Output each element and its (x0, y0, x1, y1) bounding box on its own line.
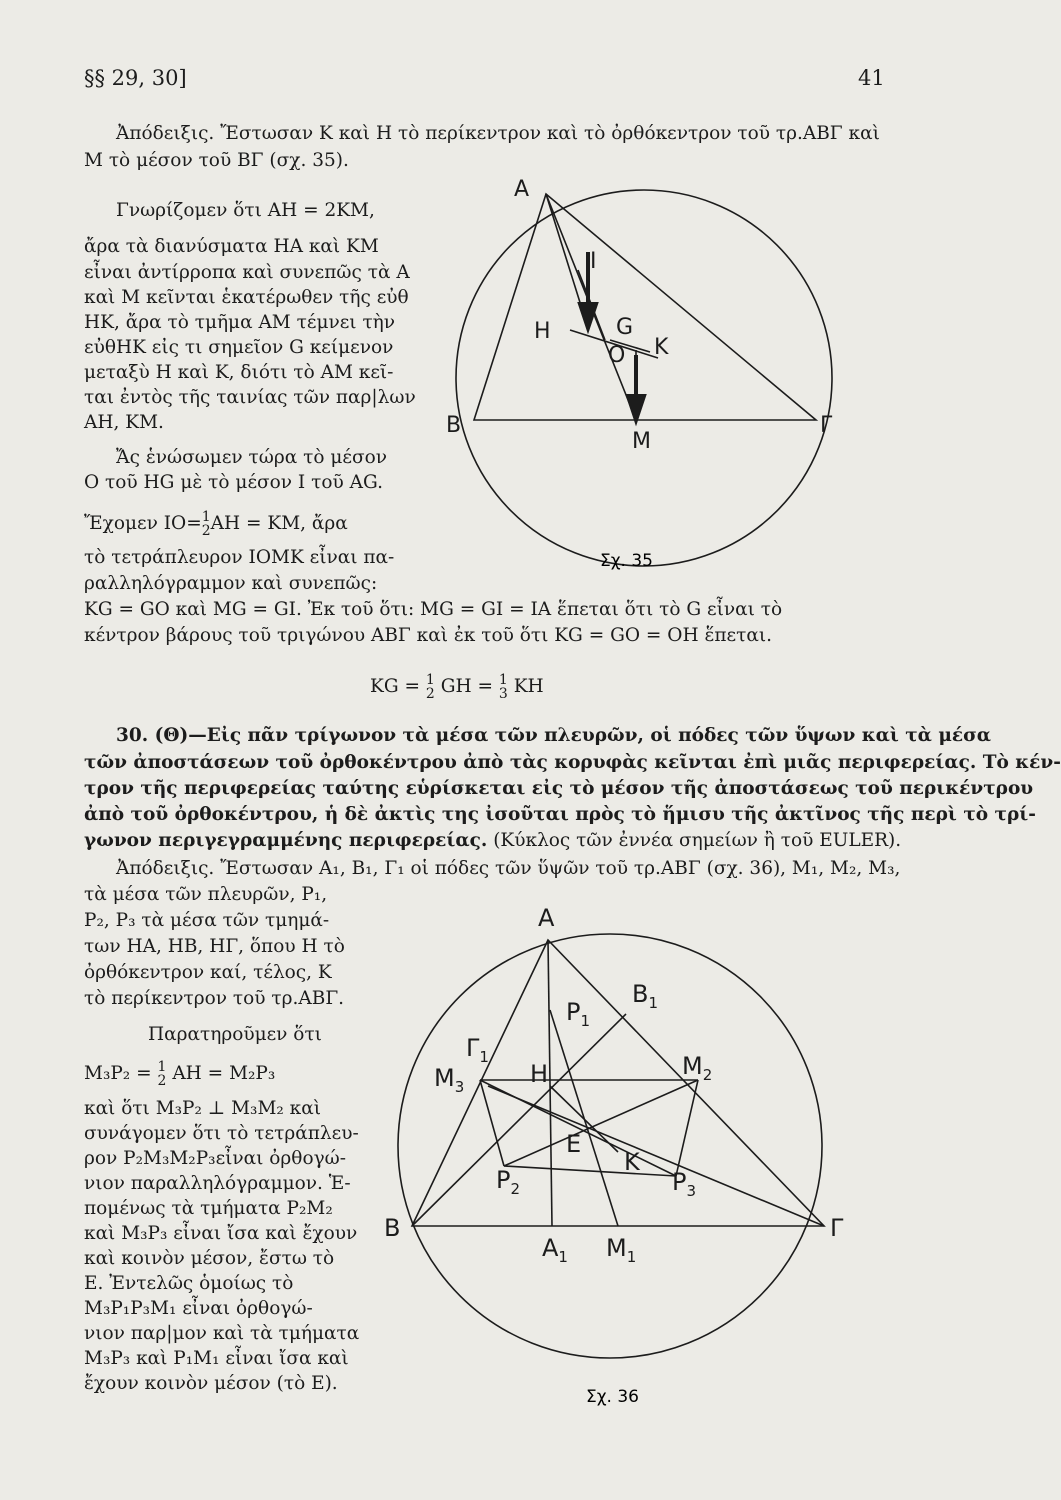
section-header: §§ 29, 30] (84, 66, 187, 90)
theorem-line: τῶν ἀποστάσεων τοῦ ὀρθοκέντρου ἀπὸ τὰς κορυφὰς κεῖνται ἐπὶ μιᾶς περιφερείας. Τὸ κέν- (84, 752, 1061, 773)
fig36-label-m3 (434, 1064, 464, 1096)
label-main: M (434, 1064, 455, 1092)
label-sub: 1 (479, 1048, 489, 1066)
label-main: Γ (466, 1034, 480, 1062)
fig36-label-a: A (538, 904, 555, 932)
label-main: M (682, 1052, 703, 1080)
fraction-num: 1 (425, 672, 435, 688)
fig35-label-i: I (590, 249, 597, 274)
arrow-ah-head (580, 304, 596, 328)
proof2-line: καὶ κοινὸν μέσον, ἔστω τὸ (84, 1248, 335, 1269)
fig36-label-m2 (682, 1052, 712, 1084)
fig36-label-b: B (384, 1214, 401, 1242)
figure-36 (380, 890, 880, 1410)
label-sub: 1 (558, 1248, 568, 1266)
theorem-text: (Κύκλος τῶν ἐννέα σημείων ἢ τοῦ EULER). (493, 830, 902, 851)
vector-equation (370, 673, 544, 701)
label-main: M (606, 1234, 627, 1262)
theorem-text: (Θ)—Εἰς πᾶν τρίγωνον τὰ μέσα τῶν πλευρῶν, οἱ πόδες τῶν ὕψων καὶ τὰ μέσα (154, 725, 992, 746)
proof2-line: καὶ ὅτι Μ₃Ρ₂ ⊥ Μ₃Μ₂ καὶ (84, 1098, 321, 1119)
fig35-label-b: B (446, 413, 462, 438)
proof2-line: Ρ₂, Ρ₃ τὰ μέσα τῶν τμημά- (84, 910, 330, 931)
proof1-line: μεταξὺ Η καὶ Κ, διότι τὸ ΑΜ κεῖ- (84, 362, 394, 383)
fig36-label-k: K (624, 1148, 640, 1176)
proof2-line: Ἀπόδειξις. Ἔστωσαν Α₁, Β₁, Γ₁ οἱ πόδες τῶν ὕψῶν τοῦ τρ.ΑΒΓ (σχ. 36), Μ₁, Μ₂, Μ₃, (116, 858, 901, 879)
label-sub: 1 (580, 1012, 591, 1030)
label-main: B (632, 980, 649, 1008)
segment-m3-p2 (480, 1080, 504, 1166)
eq-text: GH = (440, 676, 493, 697)
proof1-line (84, 510, 348, 538)
label-sub: 1 (648, 994, 659, 1012)
fig36-label-b1 (632, 980, 658, 1012)
theorem-line (84, 830, 901, 852)
fraction-den: 2 (425, 686, 435, 702)
proof2-line: Μ₃Ρ₃ καὶ Ρ₁Μ₁ εἶναι ἴσα καὶ (84, 1348, 349, 1369)
eq-text: KH (513, 676, 544, 697)
proof1-line: Γνωρίζομεν ὅτι ΑΗ = 2ΚΜ, (116, 200, 375, 221)
theorem-text: γωνον περιγεγραμμένης περιφερείας. (84, 830, 488, 851)
proof2-line: τὰ μέσα τῶν πλευρῶν, Ρ₁, (84, 884, 328, 905)
proof1-line: ται ἐντὸς τῆς ταινίας τῶν παρ|λων (84, 387, 416, 408)
proof2-line: τὸ περίκεντρον τοῦ τρ.ΑΒΓ. (84, 988, 345, 1009)
fig36-label-h: H (530, 1060, 549, 1088)
proof1-text: Ἔχομεν ΙΟ= (84, 513, 202, 534)
proof1-line: εὐθΗΚ εἰς τι σημεῖον G κείμενον (84, 337, 394, 358)
fig35-label-k: K (654, 335, 669, 360)
fig35-label-o: O (608, 343, 626, 368)
proof1-line: Ἄς ἑνώσωμεν τώρα τὸ μέσον (116, 447, 387, 468)
proof2-text: Μ₃Ρ₂ = (84, 1063, 152, 1084)
proof2-line: συνάγομεν ὅτι τὸ τετράπλευ- (84, 1123, 359, 1144)
proof2-line: καὶ Μ₃Ρ₃ εἶναι ἴσα καὶ ἔχουν (84, 1223, 358, 1244)
fig35-label-gc: G (616, 315, 634, 340)
fraction-den: 3 (498, 686, 508, 702)
fraction-den: 2 (157, 1073, 167, 1089)
label-sub: 3 (686, 1182, 697, 1200)
fig36-caption: Σχ. 36 (586, 1387, 640, 1407)
label-main: P (672, 1168, 687, 1196)
altitude-g (488, 1086, 824, 1226)
proof1-line: κέντρον βάρους τοῦ τριγώνου ΑΒΓ καὶ ἐκ τοῦ ὅτι KG = GO = OH ἕπεται. (84, 625, 772, 646)
label-main: P (566, 998, 581, 1026)
proof1-line: Ἀπόδειξις. Ἔστωσαν Κ καὶ Η τὸ περίκεντρον καὶ τὸ ὀρθόκεντρον τοῦ τρ.ΑΒΓ καὶ (116, 123, 880, 144)
fraction-num: 1 (157, 1059, 167, 1075)
fig35-label-g: Γ (820, 413, 833, 438)
proof1-line: Ο τοῦ HG μὲ τὸ μέσον Ι τοῦ AG. (84, 472, 383, 493)
label-sub: 1 (626, 1248, 637, 1266)
fraction-num: 1 (498, 672, 508, 688)
proof2-text: ΑΗ = Μ₂Ρ₃ (172, 1063, 276, 1084)
fig35-label-a: A (514, 177, 530, 202)
proof1-line: KG = GO καὶ MG = GI. Ἐκ τοῦ ὅτι: MG = GI = IA ἕπεται ὅτι τὸ G εἶναι τὸ (84, 599, 783, 620)
fraction-num: 1 (201, 509, 211, 525)
proof2-line (84, 1060, 275, 1088)
label-main: P (496, 1166, 511, 1194)
triangle-abg (474, 194, 816, 420)
proof2-line: Ε. Ἐντελῶς ὁμοίως τὸ (84, 1273, 294, 1294)
proof2-line: Παρατηροῦμεν ὅτι (148, 1024, 322, 1045)
proof1-line: ἄρα τὰ διανύσματα ΗΑ καὶ ΚΜ (84, 236, 379, 257)
theorem-number: 30. (116, 725, 149, 746)
label-main: A (542, 1234, 559, 1262)
fig36-label-e: E (566, 1130, 582, 1158)
proof2-line: νιον παρ|μον καὶ τὰ τμήματα (84, 1323, 360, 1344)
figure-35 (410, 140, 850, 571)
proof1-line: καὶ Μ κεῖνται ἑκατέρωθεν τῆς εὐθ (84, 287, 409, 308)
proof1-line: τὸ τετράπλευρον ΙΟΜΚ εἶναι πα- (84, 547, 395, 568)
segment-m2-p3 (676, 1080, 698, 1176)
proof2-line: ρον Ρ₂Μ₃Μ₂Ρ₃εἶναι ὀρθογώ- (84, 1148, 346, 1169)
fig35-caption: Σχ. 35 (600, 551, 654, 571)
theorem-line: ἀπὸ τοῦ ὀρθοκέντρου, ἡ δὲ ἀκτὶς της ἰσοῦται πρὸς τὸ ἥμισυ τῆς ἀκτῖνος τῆς περὶ τὸ τρί- (84, 804, 1036, 825)
fig36-label-a1 (542, 1234, 568, 1266)
proof1-line: ΗΚ, ἄρα τὸ τμῆμα ΑΜ τέμνει τὴν (84, 312, 396, 333)
proof1-line: ραλληλόγραμμον καὶ συνεπῶς: (84, 573, 378, 594)
fig35-label-m: M (632, 429, 651, 454)
proof1-line: Μ τὸ μέσον τοῦ ΒΓ (σχ. 35). (84, 150, 349, 171)
label-sub: 2 (510, 1180, 521, 1198)
fig36-label-m1 (606, 1234, 636, 1266)
fraction-den: 2 (201, 523, 211, 539)
fraction-third (499, 673, 508, 701)
fraction-half (158, 1060, 167, 1088)
fraction-half (202, 510, 211, 538)
fig36-label-g: Γ (830, 1214, 844, 1242)
label-sub: 2 (702, 1066, 713, 1084)
theorem-line: τρον τῆς περιφερείας ταύτης εὑρίσκεται εἰς τὸ μέσον τῆς ἀποστάσεως τοῦ περικέντρου (84, 778, 1034, 799)
fig36-label-p1 (566, 998, 590, 1030)
proof2-line: ἔχουν κοινὸν μέσον (τὸ Ε). (84, 1373, 338, 1394)
proof1-line: ΑΗ, ΚΜ. (84, 412, 164, 433)
label-sub: 3 (454, 1078, 465, 1096)
proof2-line: ὀρθόκεντρον καί, τέλος, Κ (84, 962, 332, 983)
proof2-line: νιον παραλληλόγραμμον. Ἑ- (84, 1173, 351, 1194)
altitude-a (548, 940, 552, 1226)
circumcircle (398, 934, 822, 1358)
proof1-text: ΑΗ = ΚΜ, ἄρα (210, 513, 348, 534)
proof1-line: εἶναι ἀντίρροπα καὶ συνεπῶς τὰ Α (84, 262, 410, 283)
fraction-half (426, 673, 435, 701)
proof2-line: πομένως τὰ τμήματα Ρ₂Μ₂ (84, 1198, 333, 1219)
fig36-label-p3 (672, 1168, 696, 1200)
fig35-label-h: H (534, 319, 551, 344)
theorem-line (116, 725, 991, 747)
segment-m2-p2 (504, 1080, 698, 1166)
proof2-line: των ΗΑ, ΗΒ, ΗΓ, ὅπου Η τὸ (84, 936, 345, 957)
segment-p2-p3 (504, 1166, 676, 1176)
circumcircle (456, 190, 832, 566)
eq-text: KG = (370, 676, 420, 697)
fig36-label-g1 (466, 1034, 489, 1066)
arrow-km-head (628, 396, 644, 420)
fig36-label-p2 (496, 1166, 520, 1198)
proof2-line: Μ₃Ρ₁Ρ₃Μ₁ εἶναι ὀρθογώ- (84, 1298, 313, 1319)
segment-m3-p3 (480, 1080, 676, 1176)
page-number: 41 (858, 66, 885, 90)
